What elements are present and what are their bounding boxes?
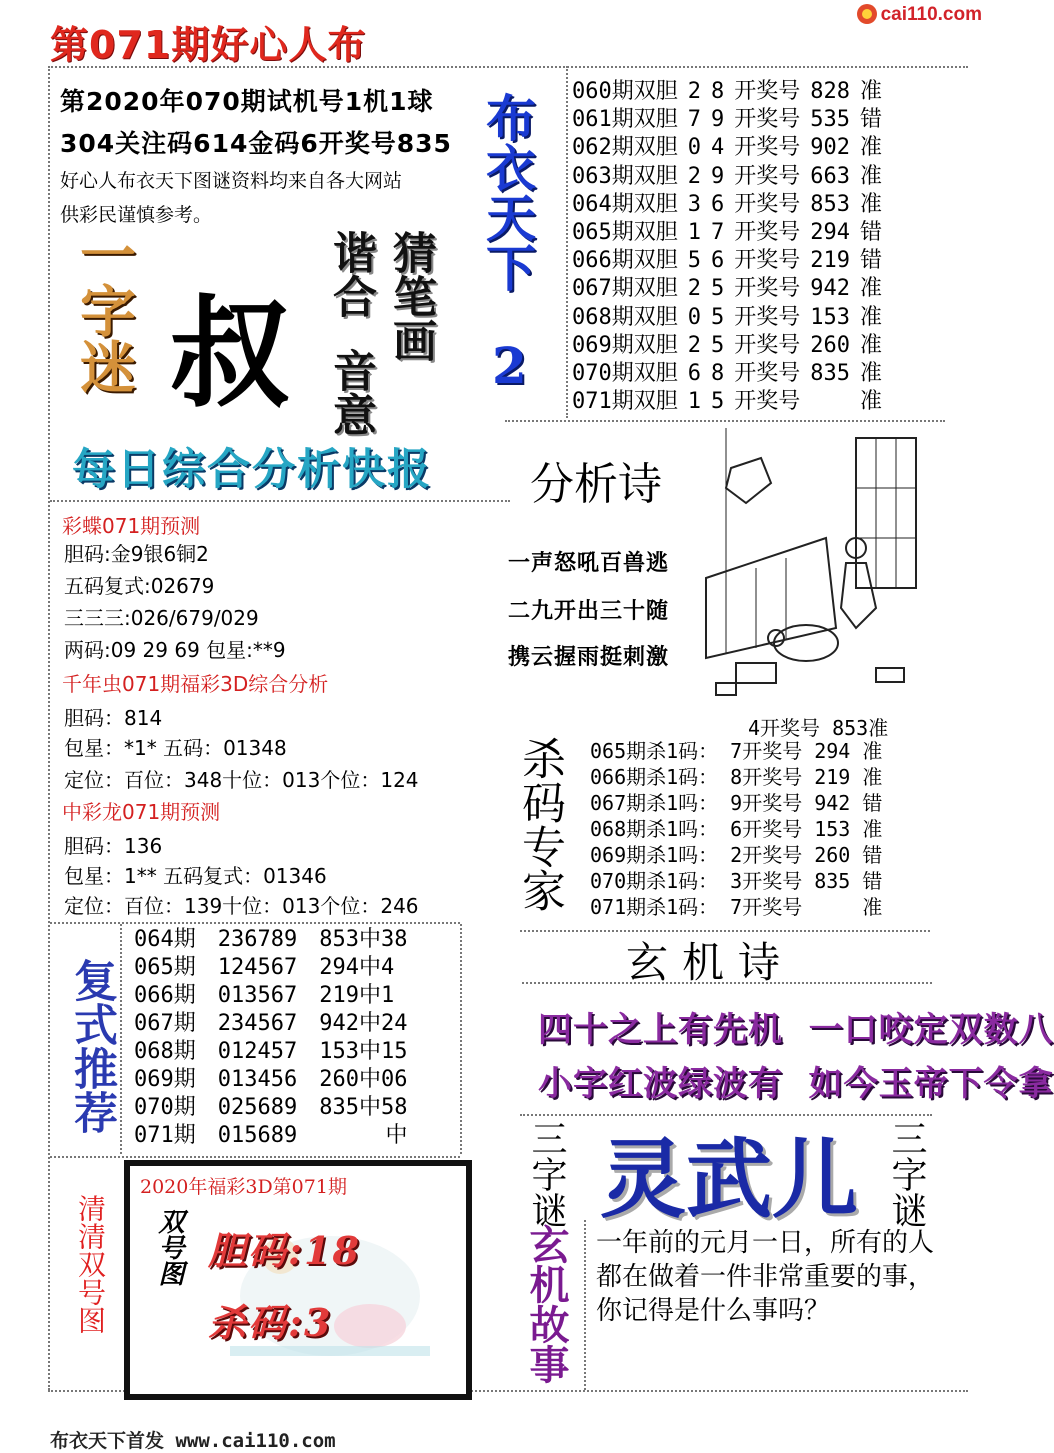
kill-result: 准 bbox=[862, 817, 883, 841]
xuanji-line-2: 小字红波绿波有 如今玉帝下令拿 bbox=[538, 1064, 1054, 1104]
kill-issue: 071期杀1码： bbox=[590, 895, 719, 919]
double-history-row bbox=[572, 304, 892, 332]
double-history-row bbox=[572, 78, 892, 106]
history-label: 开奖号 bbox=[734, 107, 801, 133]
fushi-hit: 153中15 bbox=[319, 1039, 408, 1064]
history-result: 错 bbox=[860, 248, 883, 274]
intro-line-1: 第2020年070期试机号1机1球 bbox=[60, 87, 434, 116]
divider-fushi-bottom bbox=[50, 1156, 460, 1158]
qiannianchong-title: 千年虫071期福彩3D综合分析 bbox=[62, 672, 329, 696]
double-history-row bbox=[572, 247, 892, 275]
riddle-label: 一字迷 bbox=[71, 226, 136, 394]
kill-partial-row: 4开奖号 853准 bbox=[748, 716, 889, 740]
kill-result: 准 bbox=[862, 765, 883, 789]
kill-number: 6开奖号 bbox=[730, 817, 803, 841]
fushi-hit: 219中1 bbox=[319, 983, 395, 1008]
fushi-row bbox=[134, 1010, 429, 1038]
divider-xuanji bbox=[522, 982, 932, 984]
fushi-hit: 260中06 bbox=[319, 1067, 408, 1092]
double-history-row bbox=[572, 163, 892, 191]
history-issue: 070期双胆 bbox=[572, 361, 678, 387]
kill-issue: 070期杀1码： bbox=[590, 869, 719, 893]
intro-line-3: 好心人布衣天下图谜资料均来自各大网站 bbox=[60, 170, 403, 192]
double-history-row bbox=[572, 106, 892, 134]
kill-row bbox=[590, 764, 894, 790]
zhongcailong-line: 胆码：136 bbox=[64, 834, 163, 858]
fushi-combo: 236789 bbox=[217, 927, 298, 952]
xuanji-title: 玄机诗 bbox=[626, 938, 795, 987]
history-issue: 064期双胆 bbox=[572, 191, 678, 217]
history-result: 准 bbox=[860, 361, 883, 387]
kill-number: 8开奖号 bbox=[730, 765, 803, 789]
intro-line-4: 供彩民谨慎参考。 bbox=[60, 204, 213, 226]
history-num: 828 bbox=[810, 79, 851, 104]
double-history-row bbox=[572, 275, 892, 303]
history-d1: 6 bbox=[687, 361, 701, 387]
qiannianchong-line: 定位：百位：348十位：013个位：124 bbox=[64, 768, 419, 792]
history-d2: 7 bbox=[711, 220, 725, 246]
history-d1: 2 bbox=[687, 276, 701, 302]
history-d2: 6 bbox=[711, 191, 725, 217]
caidie-line: 五码复式:02679 bbox=[64, 574, 215, 598]
history-result: 准 bbox=[860, 276, 883, 302]
kill-issue: 069期杀1吗： bbox=[590, 843, 719, 867]
history-d1: 2 bbox=[687, 79, 701, 104]
history-label: 开奖号 bbox=[734, 191, 801, 217]
shuanghao-picture bbox=[124, 1160, 472, 1400]
fushi-hit: 中 bbox=[319, 1123, 408, 1148]
divider-fushi-left bbox=[120, 924, 122, 1154]
riddle-hint-left2: 音意 bbox=[325, 348, 376, 436]
fushi-row bbox=[134, 1094, 429, 1122]
kill-row bbox=[590, 894, 894, 920]
history-d2: 5 bbox=[711, 389, 725, 415]
fushi-issue: 064期 bbox=[134, 927, 196, 952]
history-num: 219 bbox=[810, 248, 851, 274]
double-history-table bbox=[572, 78, 892, 416]
history-num: 535 bbox=[810, 107, 851, 133]
caidie-line: 胆码:金9银6铜2 bbox=[64, 542, 209, 566]
shuanghao-box-title: 2020年福彩3D第071期 bbox=[140, 1176, 347, 1198]
double-history-row bbox=[572, 219, 892, 247]
history-issue: 069期双胆 bbox=[572, 332, 678, 358]
brand-vertical: 布衣天下 bbox=[478, 92, 537, 292]
fushi-hit: 294中4 bbox=[319, 955, 395, 980]
history-result: 准 bbox=[860, 191, 883, 217]
divider-fushi-right bbox=[460, 924, 462, 1154]
kill-number: 2开奖号 bbox=[730, 843, 803, 867]
history-d2: 5 bbox=[711, 304, 725, 330]
caidie-title: 彩蝶071期预测 bbox=[62, 514, 201, 538]
history-d1: 2 bbox=[687, 163, 701, 189]
divider-history-bottom bbox=[505, 420, 945, 422]
fushi-row bbox=[134, 926, 429, 954]
kill-issue: 067期杀1吗： bbox=[590, 791, 719, 815]
site-logo[interactable] bbox=[857, 4, 982, 26]
history-d1: 1 bbox=[687, 220, 701, 246]
qiannianchong-line: 包星：*1* 五码：01348 bbox=[64, 736, 287, 760]
kill-result: 错 bbox=[862, 791, 883, 815]
riddle-hint-left: 谐合 bbox=[325, 230, 376, 318]
history-result: 准 bbox=[860, 135, 883, 161]
history-result: 准 bbox=[860, 304, 883, 330]
history-num: 663 bbox=[810, 163, 851, 189]
fushi-issue: 065期 bbox=[134, 955, 196, 980]
history-issue: 062期双胆 bbox=[572, 135, 678, 161]
history-result: 准 bbox=[860, 163, 883, 189]
history-label: 开奖号 bbox=[734, 163, 801, 189]
history-num: 260 bbox=[810, 332, 851, 358]
history-result: 错 bbox=[860, 107, 883, 133]
kill-result: 准 bbox=[862, 739, 883, 763]
fushi-combo: 124567 bbox=[217, 955, 298, 980]
kill-number: 7开奖号 bbox=[730, 739, 803, 763]
daily-report-banner: 每日综合分析快报 bbox=[72, 445, 432, 495]
kill-draw: 294 bbox=[814, 739, 851, 763]
kill-result: 错 bbox=[862, 843, 883, 867]
caidie-line: 两码:09 29 69 包星:**9 bbox=[64, 638, 286, 662]
fushi-combo: 012457 bbox=[217, 1039, 298, 1064]
shuanghao-dan: 胆码:18 bbox=[208, 1228, 361, 1273]
kill-number: 7开奖号 bbox=[730, 895, 803, 919]
history-num: 153 bbox=[810, 304, 851, 330]
overlay-strip bbox=[268, 710, 736, 736]
history-issue: 071期双胆 bbox=[572, 389, 678, 415]
poem-title: 分析诗 bbox=[530, 459, 662, 510]
history-label: 开奖号 bbox=[734, 276, 801, 302]
history-label: 开奖号 bbox=[734, 332, 801, 358]
kill-row bbox=[590, 816, 894, 842]
kill-draw: 153 bbox=[814, 817, 851, 841]
fushi-row bbox=[134, 1038, 429, 1066]
history-d2: 8 bbox=[711, 79, 725, 104]
history-issue: 067期双胆 bbox=[572, 276, 678, 302]
kill-draw: 260 bbox=[814, 843, 851, 867]
riddle-answer: 灵武儿 bbox=[600, 1129, 858, 1230]
poem-illustration bbox=[706, 428, 926, 718]
fushi-issue: 066期 bbox=[134, 983, 196, 1008]
history-label: 开奖号 bbox=[734, 220, 801, 246]
site-domain: cai110.com bbox=[880, 4, 982, 25]
fushi-issue: 069期 bbox=[134, 1067, 196, 1092]
fushi-issue: 068期 bbox=[134, 1039, 196, 1064]
page-title: 第071期好心人布 bbox=[50, 23, 367, 67]
history-num: 902 bbox=[810, 135, 851, 161]
shuanghao-sha: 杀码:3 bbox=[208, 1300, 333, 1345]
divider-story bbox=[584, 1220, 586, 1390]
fushi-row bbox=[134, 982, 429, 1010]
history-issue: 060期双胆 bbox=[572, 79, 678, 104]
history-d1: 3 bbox=[687, 191, 701, 217]
history-d2: 8 bbox=[711, 361, 725, 387]
history-issue: 068期双胆 bbox=[572, 304, 678, 330]
history-label: 开奖号 bbox=[734, 135, 801, 161]
fushi-hit: 853中38 bbox=[319, 927, 408, 952]
double-history-row bbox=[572, 332, 892, 360]
history-num: 835 bbox=[810, 361, 851, 387]
fushi-row bbox=[134, 1122, 429, 1150]
kill-draw: 942 bbox=[814, 791, 851, 815]
history-d2: 5 bbox=[711, 276, 725, 302]
brand-number: 2 bbox=[492, 336, 527, 395]
divider-history bbox=[566, 66, 568, 418]
history-issue: 061期双胆 bbox=[572, 107, 678, 133]
kill-expert-label: 杀码专家 bbox=[514, 736, 565, 912]
fushi-row bbox=[134, 954, 429, 982]
intro-line-2: 304关注码614金码6开奖号835 bbox=[60, 129, 452, 158]
logo-icon bbox=[857, 4, 877, 24]
kill-draw: 219 bbox=[814, 765, 851, 789]
double-history-row bbox=[572, 134, 892, 162]
history-issue: 066期双胆 bbox=[572, 248, 678, 274]
history-issue: 065期双胆 bbox=[572, 220, 678, 246]
history-d2: 6 bbox=[711, 248, 725, 274]
kill-row bbox=[590, 738, 894, 764]
sanzi-left-label: 三字谜 bbox=[526, 1120, 567, 1228]
kill-number: 9开奖号 bbox=[730, 791, 803, 815]
kill-draw: 835 bbox=[814, 869, 851, 893]
zhongcailong-line: 包星：1** 五码复式：01346 bbox=[64, 864, 327, 888]
fushi-issue: 071期 bbox=[134, 1123, 196, 1148]
xuanji-line-1: 四十之上有先机 一口咬定双数八 bbox=[538, 1010, 1054, 1050]
kill-draw bbox=[814, 894, 862, 920]
shuanghao-label: 清清双号图 bbox=[74, 1194, 107, 1334]
history-num: 294 bbox=[810, 220, 851, 246]
caidie-line: 三三三:026/679/029 bbox=[64, 606, 259, 630]
story-label: 玄机故事 bbox=[523, 1224, 570, 1384]
fushi-table bbox=[134, 926, 429, 1150]
kill-row bbox=[590, 842, 894, 868]
history-d1: 5 bbox=[687, 248, 701, 274]
sanzi-right-label: 三字谜 bbox=[886, 1120, 927, 1228]
story-text: 一年前的元月一日，所有的人都在做着一件非常重要的事，你记得是什么事吗？ bbox=[596, 1228, 935, 1326]
kill-row bbox=[590, 868, 894, 894]
zhongcailong-line: 定位：百位：139十位：013个位：246 bbox=[64, 894, 419, 918]
history-num: 853 bbox=[810, 191, 851, 217]
double-history-row bbox=[572, 191, 892, 219]
kill-result: 准 bbox=[862, 895, 883, 919]
history-d2: 5 bbox=[711, 332, 725, 358]
kill-row bbox=[590, 790, 894, 816]
divider-daily bbox=[50, 500, 510, 502]
history-num bbox=[810, 388, 860, 416]
kill-issue: 066期杀1码： bbox=[590, 765, 719, 789]
fushi-row bbox=[134, 1066, 429, 1094]
frame-left bbox=[48, 66, 50, 1390]
footer-text: 布衣天下首发 www.cai110.com bbox=[50, 1430, 336, 1452]
kill-table bbox=[590, 738, 894, 920]
history-d1: 0 bbox=[687, 304, 701, 330]
fushi-combo: 234567 bbox=[217, 1011, 298, 1036]
history-num: 942 bbox=[810, 276, 851, 302]
history-d2: 4 bbox=[711, 135, 725, 161]
zhongcailong-title: 中彩龙071期预测 bbox=[62, 800, 221, 824]
qiannianchong-line: 胆码：814 bbox=[64, 706, 163, 730]
history-d1: 1 bbox=[687, 389, 701, 415]
kill-issue: 068期杀1吗： bbox=[590, 817, 719, 841]
history-issue: 063期双胆 bbox=[572, 163, 678, 189]
riddle-hint-right: 猜笔画 bbox=[385, 230, 436, 362]
history-label: 开奖号 bbox=[734, 304, 801, 330]
fushi-hit: 835中58 bbox=[319, 1095, 408, 1120]
kill-issue: 065期杀1码： bbox=[590, 739, 719, 763]
fushi-combo: 025689 bbox=[217, 1095, 298, 1120]
history-result: 准 bbox=[860, 332, 883, 358]
fushi-combo: 015689 bbox=[217, 1123, 298, 1148]
history-result: 准 bbox=[860, 79, 883, 104]
history-label: 开奖号 bbox=[734, 248, 801, 274]
fushi-combo: 013456 bbox=[217, 1067, 298, 1092]
riddle-char: 叔 bbox=[170, 283, 290, 424]
fushi-issue: 070期 bbox=[134, 1095, 196, 1120]
history-d1: 2 bbox=[687, 332, 701, 358]
poem-line: 一声怒吼百兽逃 bbox=[508, 551, 670, 576]
fushi-issue: 067期 bbox=[134, 1011, 196, 1036]
divider-fushi-top bbox=[50, 922, 460, 924]
frame-top bbox=[48, 66, 968, 68]
double-history-row bbox=[572, 388, 892, 416]
fushi-label: 复式推荐 bbox=[66, 958, 117, 1134]
poem-line: 二九开出三十随 bbox=[508, 599, 670, 624]
history-label: 开奖号 bbox=[734, 389, 801, 415]
history-d2: 9 bbox=[711, 107, 725, 133]
poem-line: 携云握雨挺刺激 bbox=[508, 645, 670, 670]
fushi-hit: 942中24 bbox=[319, 1011, 408, 1036]
history-d1: 7 bbox=[687, 107, 701, 133]
fushi-combo: 013567 bbox=[217, 983, 298, 1008]
history-label: 开奖号 bbox=[734, 361, 801, 387]
history-label: 开奖号 bbox=[734, 79, 801, 104]
history-d2: 9 bbox=[711, 163, 725, 189]
history-d1: 0 bbox=[687, 135, 701, 161]
history-result: 准 bbox=[860, 389, 883, 415]
double-history-row bbox=[572, 360, 892, 388]
shuanghao-side: 双号图 bbox=[154, 1208, 184, 1286]
kill-result: 错 bbox=[862, 869, 883, 893]
kill-number: 3开奖号 bbox=[730, 869, 803, 893]
history-result: 错 bbox=[860, 220, 883, 246]
